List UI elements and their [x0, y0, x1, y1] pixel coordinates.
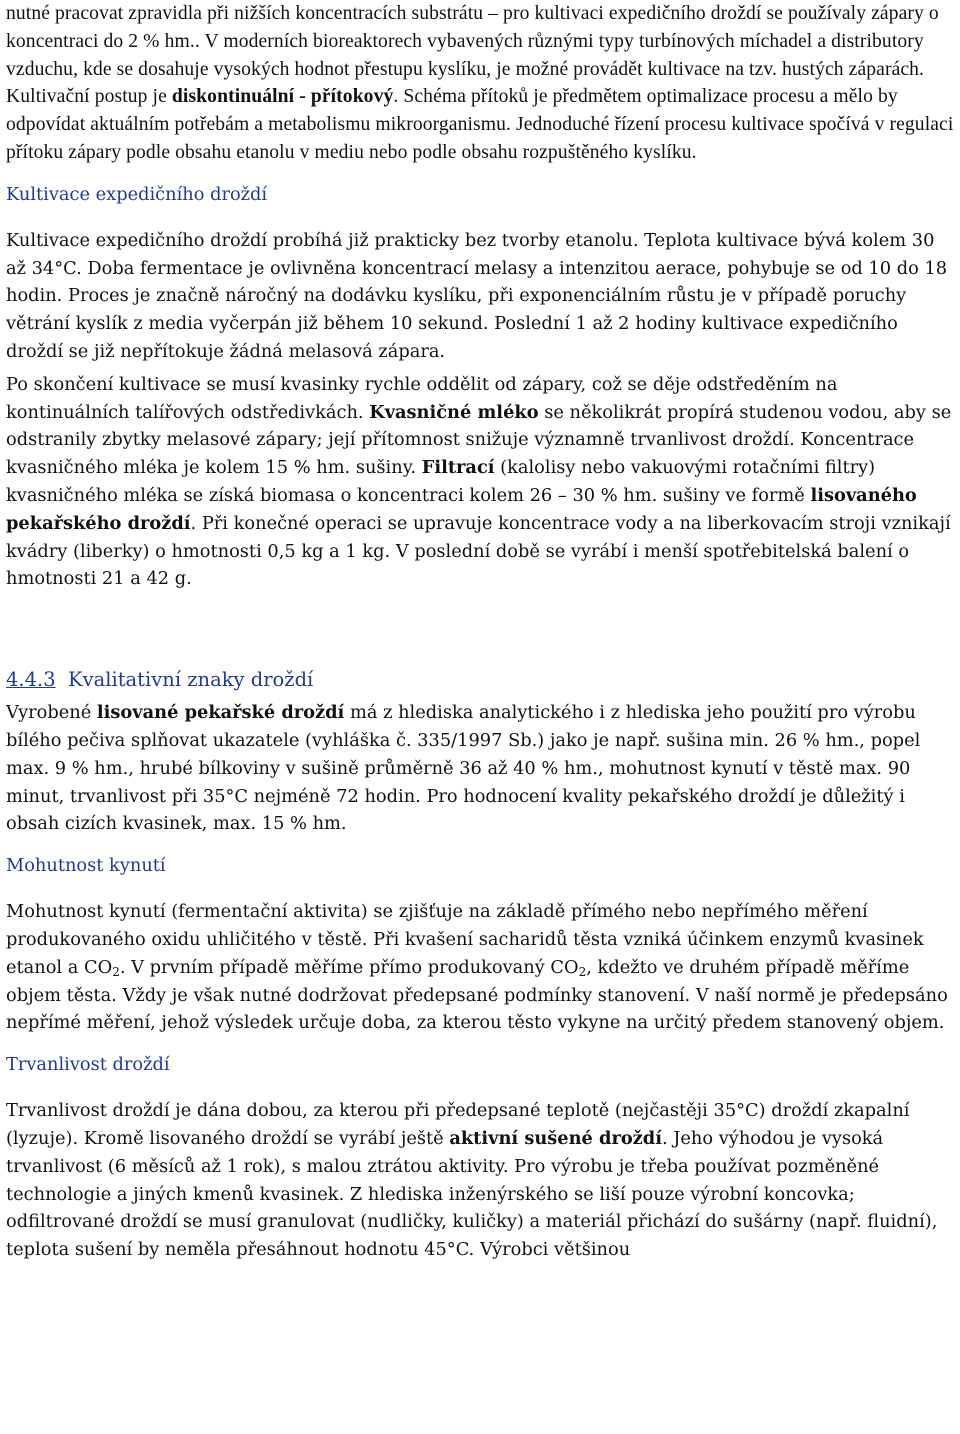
- paragraph-text: . Při konečné operaci se upravuje koncentrace vody a na liberkovacím stroji vznikají kvádry (liberky) o hmotnosti 0,5 kg a 1 kg. V poslední době se vyrábí i menší spotřebitelská balení o hmotnosti 21 a 42 g.: [6, 512, 951, 590]
- section-heading-leavening-power: Mohutnost kynutí: [6, 855, 166, 877]
- bold-term-fed-batch: diskontinuální - přítokový: [171, 86, 394, 108]
- paragraph-text: , kdežto ve druhém případě měříme objem těsta. Vždy je však nutné dodržovat předepsané podmínky stanovení. V naší normě je předepsáno nepřímé měření, jehož výsledek určuje doba, za kterou těsto vykyne na určitý předem stanovený objem.: [6, 956, 948, 1034]
- paragraph-text: Trvanlivost droždí je dána dobou, za kterou při předepsané teplotě (nejčastěji 35°C) droždí zkapalní (lyzuje). Kromě lisovaného droždí se vyrábí ještě: [6, 1100, 910, 1149]
- paragraph-text: nutné pracovat zpravidla při nižších koncentracích substrátu – pro kultivaci expedičního droždí se používaly zápary o koncentraci do 2 % hm.. V moderních bioreaktorech vybavených různými typy turbínových míchadel a distributory vzduchu, kde se dosahuje vysokých hodnot přestupu kyslíku, je možné provádět kultivace na tzv. hustých záparách. Kultivační postup je: [6, 3, 939, 108]
- paragraph-text: se několikrát propírá studenou vodou, aby se odstranily zbytky melasové zápary; její přítomnost snižuje významně trvanlivost droždí. Koncentrace kvasničného mléka je kolem 15 % hm. sušiny.: [6, 401, 952, 479]
- paragraph-text: Po skončení kultivace se musí kvasinky rychle oddělit od zápary, což se děje odstředěním na kontinuálních talířových odstředivkách.: [6, 373, 838, 423]
- paragraph-text: Vyrobené: [6, 702, 97, 724]
- paragraph-leavening-power: [6, 898, 956, 1037]
- paragraph-shelf-life: [6, 1097, 956, 1264]
- paragraph-text: . V prvním případě měříme přímo produkovaný CO: [119, 956, 579, 978]
- paragraph-quality-indicators: [6, 699, 956, 838]
- paragraph-separation: [6, 371, 956, 593]
- paragraph-text: . Schéma přítoků je předmětem optimalizace procesu a mělo by odpovídat aktuálním potřebám a metabolismu mikroorganismu. Jednoduché řízení procesu kultivace spočívá v regulaci přítoku zápary podle obsahu etanolu v mediu nebo podle obsahu rozpuštěného kyslíku.: [6, 86, 954, 163]
- section-title: Kvalitativní znaky droždí: [68, 668, 314, 692]
- subscript: 2: [578, 964, 587, 979]
- document-page: [6, 0, 956, 1269]
- paragraph-expedition-yeast: Kultivace expedičního droždí probíhá již prakticky bez tvorby etanolu. Teplota kultivace bývá kolem 30 až 34°C. Doba fermentace je ovlivněna koncentrací melasy a intenzitou aerace, pohybuje se od 10 do 18 hodin. Proces je značně náročný na dodávku kyslíku, při exponenciálním růstu je v případě poruchy větrání kyslík z media vyčerpán již během 10 sekund. Poslední 1 až 2 hodiny kultivace expedičního droždí se již nepřítokuje žádná melasová zápara.: [6, 229, 948, 362]
- bold-term-yeast-milk: Kvasničné mléko: [369, 401, 539, 423]
- bold-term-active-dry-yeast: aktivní sušené droždí: [449, 1127, 662, 1149]
- section-number: 4.4.3: [6, 668, 56, 692]
- bold-term-pressed-yeast: lisovaného pekařského droždí: [6, 484, 917, 534]
- bold-term-filtration: Filtrací: [421, 457, 495, 479]
- bold-term-pressed-bakers-yeast: lisované pekařské droždí: [96, 702, 345, 724]
- paragraph-text: má z hlediska analytického i z hlediska jeho použití pro výrobu bílého pečiva splňovat ukazatele (vyhláška č. 335/1997 Sb.) jako je např. sušina min. 26 % hm., popel max. 9 % hm., hrubé bílkoviny v sušině průměrně 36 až 40 % hm., mohutnost kynutí v těstě max. 90 minut, trvanlivost při 35°C nejméně 72 hodin. Pro hodnocení kvality pekařského droždí je důležitý i obsah cizích kvasinek, max. 15 % hm.: [6, 702, 921, 835]
- section-heading-expedition-yeast: Kultivace expedičního droždí: [6, 183, 268, 205]
- section-heading-quality: [6, 665, 956, 695]
- paragraph-text: Mohutnost kynutí (fermentační aktivita) se zjišťuje na základě přímého nebo nepřímého měření produkovaného oxidu uhličitého v těstě. Při kvašení sacharidů těsta vzniká účinkem enzymů kvasinek etanol a CO: [6, 901, 924, 978]
- section-heading-shelf-life: Trvanlivost droždí: [6, 1054, 170, 1076]
- paragraph-text: (kalolisy nebo vakuovými rotačními filtry) kvasničného mléka se získá biomasa o koncentraci kolem 26 – 30 % hm. sušiny ve formě: [6, 457, 876, 506]
- subscript: 2: [112, 964, 120, 979]
- paragraph-text: . Jeho výhodou je vysoká trvanlivost (6 měsíců až 1 rok), s malou ztrátou aktivity. Pro výrobu je třeba používat pozměněné technologie a jiných kmenů kvasinek. Z hlediska inženýrského se liší pouze výrobní koncovka; odfiltrované droždí se musí granulovat (nudličky, kuličky) a materiál přichází do sušárny (např. fluidní), teplota sušení by neměla přesáhnout hodnotu 45°C. Výrobci většinou: [6, 1127, 938, 1261]
- paragraph-cultivation-intro: [6, 0, 956, 167]
